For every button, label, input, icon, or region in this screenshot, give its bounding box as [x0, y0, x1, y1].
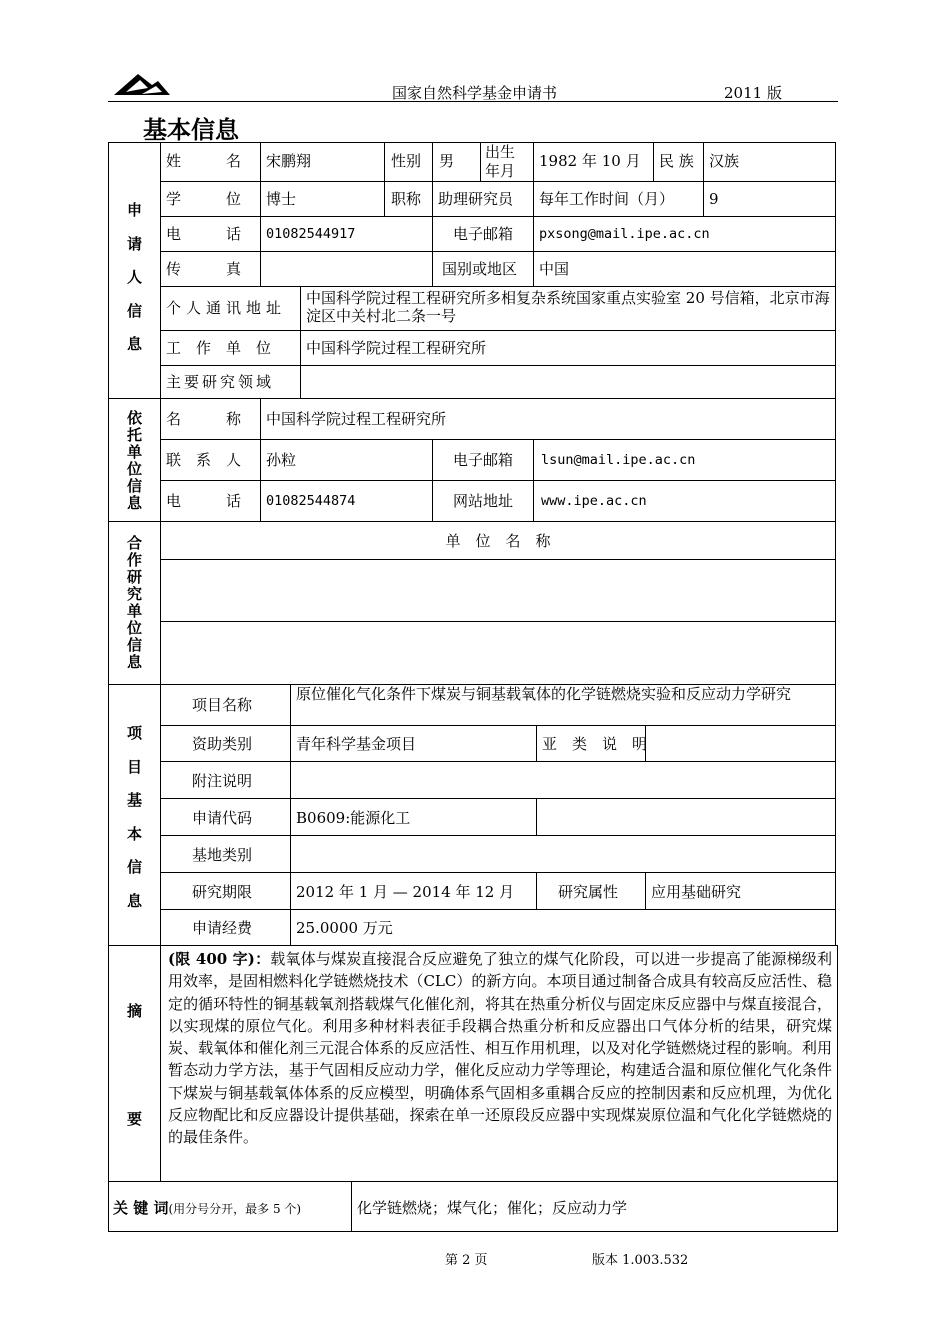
country-label: 国别或地区 — [442, 260, 518, 278]
abstract-side-bottom: 要 — [126, 1110, 142, 1128]
address-label: 个人通讯地址 — [166, 299, 287, 317]
funding-label: 资助类别 — [192, 735, 253, 753]
ethnic-label: 民 族 — [659, 152, 694, 170]
code-extra-cell — [536, 798, 836, 836]
coop-header: 单 位 名 称 — [445, 532, 551, 550]
host-name-label: 名 称 — [166, 410, 242, 428]
abstract-body — [168, 948, 832, 1149]
keywords-label: 关 键 词 — [113, 1199, 169, 1217]
header-version: 2011 版 — [724, 84, 782, 102]
period-label: 研究期限 — [192, 883, 253, 901]
applicant-name: 宋鹏翔 — [266, 152, 312, 170]
email-label: 电子邮箱 — [453, 225, 514, 243]
code-label: 申请代码 — [192, 809, 253, 827]
applicant-unit: 中国科学院过程工程研究所 — [306, 339, 487, 357]
birth-label-line2: 年月 — [485, 162, 516, 180]
applicant-email: pxsong@mail.ipe.ac.cn — [539, 226, 710, 242]
applicant-phone: 01082544917 — [266, 226, 356, 242]
name-label: 姓 名 — [166, 152, 242, 170]
abstract-lead: (限 400 字)： — [168, 950, 271, 968]
applicant-birth: 1982 年 10 月 — [539, 152, 641, 170]
keywords-value: 化学链燃烧；煤气化；催化；反应动力学 — [357, 1199, 628, 1217]
worktime-value-cell — [703, 181, 836, 217]
applicant-side-label: 申 请 人 信 息 — [126, 201, 142, 353]
subclass-value-cell — [645, 725, 836, 762]
host-email-label: 电子邮箱 — [453, 451, 514, 469]
host-phone-label: 电 话 — [166, 492, 242, 510]
nsfc-logo-icon — [112, 68, 172, 98]
attr-label: 研究属性 — [558, 883, 619, 901]
abstract-side-top: 摘 — [126, 1002, 142, 1020]
host-phone: 01082544874 — [266, 493, 356, 509]
project-side-label: 项 目 基 本 信 息 — [126, 724, 142, 910]
host-web-label: 网站地址 — [453, 492, 514, 510]
subclass-label: 亚 类 说 明 — [542, 735, 648, 753]
applicant-degree: 博士 — [266, 190, 297, 208]
project-attr: 应用基础研究 — [651, 883, 742, 901]
gender-label: 性别 — [391, 152, 422, 170]
field-value-cell — [300, 365, 836, 399]
applicant-gender: 男 — [439, 152, 455, 170]
host-web: www.ipe.ac.cn — [541, 493, 647, 509]
phone-label: 电 话 — [166, 225, 242, 243]
abstract-text: 载氧体与煤炭直接混合反应避免了独立的煤气化阶段，可以进一步提高了能源梯级利用效率，是固相燃料化学链燃烧技术（CLC）的新方向。本项目通过制备合成具有较高反应活性、稳定的循环特性的铜基载氧剂搭载煤气化催化剂，将其在热重分析仪与固定床反应器中与煤直接混合，以实现煤的原位气化。利用多种材料表征手段耦合热重分析和反应器出口气体分析的结果，研究煤炭、载氧体和催化剂三元混合体系的反应活性、相互作用机理，以及对化学链燃烧过程的影响。利用暂态动力学方法，基于气固相反应动力学，催化反应动力学等理论，构建适合温和原位催化气化条件下煤炭与铜基载氧体体系的反应模型，明确体系气固相多重耦合反应的控制因素和反应机理，为优化反应物配比和反应器设计提供基础，探索在单一还原段反应器中实现煤炭原位温和气化化学链燃烧的的最佳条件。 — [168, 950, 832, 1147]
project-code: B0609:能源化工 — [296, 809, 411, 827]
footer-version: 版本 1.003.532 — [592, 1253, 689, 1268]
note-value-cell — [290, 761, 836, 799]
worktime-label: 每年工作时间（月） — [539, 190, 675, 208]
applicant-address: 中国科学院过程工程研究所多相复杂系统国家重点实验室 20 号信箱，北京市海淀区中关村北二条一号 — [306, 289, 830, 325]
note-label: 附注说明 — [192, 772, 253, 790]
base-label: 基地类别 — [192, 846, 253, 864]
host-email: lsun@mail.ipe.ac.cn — [541, 452, 696, 468]
host-contact: 孙粒 — [266, 451, 297, 469]
coop-row-1 — [160, 559, 836, 622]
coop-row-2 — [160, 621, 836, 685]
host-contact-label: 联 系 人 — [166, 451, 242, 469]
project-funding: 青年科学基金项目 — [296, 735, 417, 753]
title-label: 职称 — [391, 190, 422, 208]
host-side-label: 依 托 单 位 信 息 — [126, 409, 142, 512]
header-title: 国家自然科学基金申请书 — [392, 84, 558, 102]
keywords-label-line — [113, 1199, 301, 1218]
birth-label-line1: 出生 — [485, 143, 516, 161]
project-name: 原位催化气化条件下煤炭与铜基载氧体的化学链燃烧实验和反应动力学研究 — [296, 685, 792, 703]
host-name: 中国科学院过程工程研究所 — [266, 410, 447, 428]
fax-label: 传 真 — [166, 260, 242, 278]
header-rule — [108, 101, 838, 102]
footer-page: 第 2 页 — [445, 1253, 488, 1268]
fax-value-cell — [260, 251, 433, 287]
project-budget: 25.0000 万元 — [296, 919, 393, 937]
project-period: 2012 年 1 月 — 2014 年 12 月 — [296, 883, 515, 901]
applicant-title: 助理研究员 — [438, 190, 514, 208]
country-value-cell — [533, 251, 836, 287]
project-name-label: 项目名称 — [192, 696, 253, 714]
keywords-hint: (用分号分开，最多 5 个) — [168, 1202, 302, 1216]
section-title: 基本信息 — [143, 116, 239, 144]
degree-label: 学 位 — [166, 190, 242, 208]
field-label: 主要研究领域 — [166, 373, 275, 391]
applicant-worktime: 9 — [709, 190, 719, 208]
base-value-cell — [290, 835, 836, 873]
applicant-ethnic: 汉族 — [709, 152, 740, 170]
applicant-country: 中国 — [539, 260, 570, 278]
abstract-side-cell — [108, 945, 161, 1182]
coop-side-label: 合 作 研 究 单 位 信 息 — [126, 534, 142, 671]
unit-label: 工 作 单 位 — [166, 339, 272, 357]
budget-label: 申请经费 — [192, 919, 253, 937]
